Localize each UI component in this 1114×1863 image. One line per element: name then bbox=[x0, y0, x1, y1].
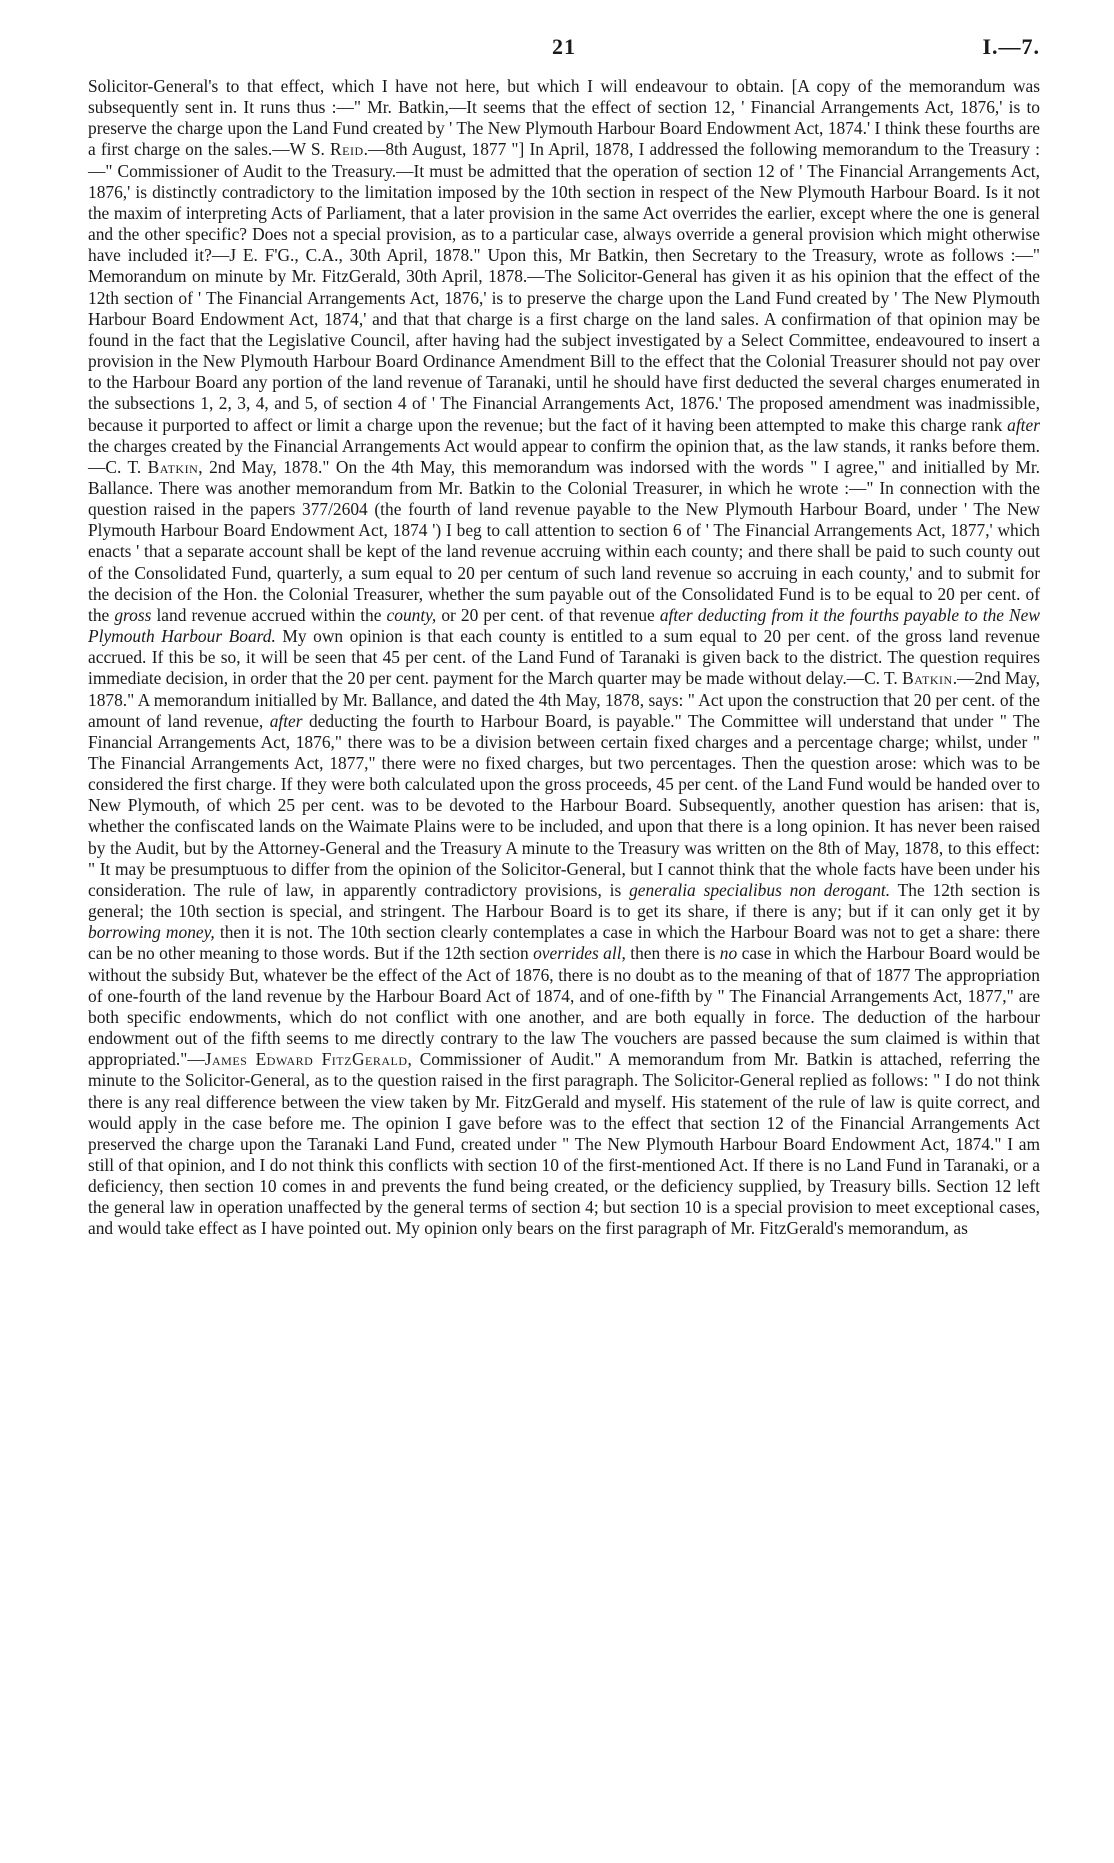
signature-name: James Edward FitzGerald bbox=[204, 1049, 408, 1070]
text-run: , 2nd May, 1878." On the 4th May, this memorandum was indorsed with the words " I agree," and initialled by Mr. Ballance. There was another memorandum from Mr. Batkin to the Colonial Treasurer, in which he wrote :—" In connection with the question raised in the papers 377/2604 (the fourth of land revenue payable to the New Plymouth Harbour Board, under ' The New Plymouth Harbour Board Endowment Act, 1874 ') I beg to call attention to section 6 of ' The Financial Arrangements Act, 1877,' which enacts ' that a separate account shall be kept of the land revenue accruing within each county; and there shall be paid to such county out of the Consolidated Fund, quarterly, a sum equal to 20 per centum of such land revenue so accruing in each county,' and to submit for the decision of the Hon. the Colonial Treasurer, whether the sum payable out of the Consolidated Fund is to be equal to 20 per cent. of the bbox=[88, 456, 1041, 625]
signature-name: Batkin bbox=[902, 668, 953, 689]
emphasis: borrowing money, bbox=[88, 922, 215, 943]
text-run: then it is not. The 10th section clearly contemplates a case in which the Harbour Board was not to get a share: there can be no other meaning to those words. But if the 12th section bbox=[88, 922, 1040, 964]
text-run: Solicitor-General's to that effect, which I have not here, but which I will endeavour to obtain. [A copy of the memorandum was subsequently sent in. It runs thus :—" Mr. Batkin,—It seems that the effect of section 12, ' Financial Arrangements Act, 1876,' is to preserve the charge upon the Land Fund created by ' The New Plymouth Harbour Board Endowment Act, 1874.' I think these fourths are a first charge on the sales.—W S. bbox=[88, 76, 1040, 160]
text-run: .—2nd May, 1878." A memorandum initialled by Mr. Ballance, and dated the 4th May, 1878, says: " Act upon the construction that 20 per cent. of the amount of land revenue, bbox=[88, 668, 1040, 731]
emphasis: county, bbox=[386, 604, 437, 625]
emphasis: gross bbox=[114, 604, 152, 625]
signature-name: Reid bbox=[330, 139, 364, 160]
text-run: .—8th August, 1877 "] In April, 1878, I addressed the following memorandum to the Treasury :—" Commissioner of Audit to the Treasury.—It must be admitted that the operation of section 12 of ' The Financial Arrangements Act, 1876,' is distinctly contradictory to the limitation imposed by the 10th section in respect of the New Plymouth Harbour Board. Is it not the maxim of interpreting Acts of Parliament, that a later provision in the same Act overrides the earlier, except where the one is general and the other specific? Does not a special provision, as to a particular case, always override a general provision which might otherwise have included it?—J E. F'G., C.A., 30th April, 1878." Upon this, Mr Batkin, then Secretary to the Treasury, wrote as follows :—" Memorandum on minute by Mr. FitzGerald, 30th April, 1878.—The Solicitor-General has given it as his opinion that the effect of the 12th section of ' The Financial Arrangements Act, 1876,' is to preserve the charge upon the Land Fund created by ' The New Plymouth Harbour Board Endowment Act, 1874,' and that that charge is a first charge on the land sales. A confirmation of that opinion may be found in the fact that the Legislative Council, after having had the subject investigated by a Select Committee, endeavoured to insert a provision in the New Plymouth Harbour Board Ordinance Amendment Bill to the effect that the Colonial Treasurer should not pay over to the Harbour Board any portion of the land revenue of Taranaki, until he should have first deducted the several charges enumerated in the subsections 1, 2, 3, 4, and 5, of section 4 of ' The Financial Arrangements Act, 1876.' The proposed amendment was inadmissible, because it purported to affect or limit a charge upon the revenue; but the fact of it having been attempted to make this charge rank bbox=[88, 139, 1040, 435]
paragraph bbox=[88, 76, 1040, 1240]
text-run: then there is bbox=[630, 943, 716, 964]
text-run: , Commissioner of Audit." A memorandum from Mr. Batkin is attached, referring the minute to the Solicitor-General, as to the question raised in the first paragraph. The Solicitor-General replied as follows: " I do not think there is any real difference between the view taken by Mr. FitzGerald and myself. His statement of the rule of law is quite correct, and would apply in the case before me. The opinion I gave before was to the effect that section 12 of the Financial Arrangements Act preserved the charge upon the Taranaki Land Fund, created under " The New Plymouth Harbour Board Endowment Act, 1874." I am still of that opinion, and I do not think this conflicts with section 10 of the first-mentioned Act. If there is no Land Fund in Taranaki, or a deficiency, then section 10 comes in and prevents the fund being created, or the deficiency supplied, by Treasury bills. Section 12 left the general law in operation unaffected by the general terms of section 4; but section 10 is a special provision to meet exceptional cases, and would take effect as I have pointed out. My opinion only bears on the first paragraph of Mr. FitzGerald's memorandum, as bbox=[88, 1049, 1040, 1239]
text-run: the charges created by the Financial Arrangements Act would appear to confirm the opinion that, as the law stands, it ranks before them.—C. T. bbox=[88, 435, 1040, 477]
text-run: land revenue accrued within the bbox=[156, 604, 382, 625]
text-run: My own opinion is that each county is entitled to a sum equal to 20 per cent. of the gross land revenue accrued. If this be so, it will be seen that 45 per cent. of the Land Fund of Taranaki is given back to the district. The question requires immediate decision, in order that the 20 per cent. payment for the March quarter may be made without delay.—C. T. bbox=[88, 626, 1040, 689]
text-run: The 12th section is general; the 10th section is special, and stringent. The Harbour Board is to get its share, if there is any; but if it can only get it by bbox=[88, 879, 1040, 922]
document-page bbox=[88, 30, 1040, 1240]
emphasis: after bbox=[1007, 414, 1040, 435]
emphasis: after deducting from it the fourths payable to the New Plymouth Harbour Board. bbox=[88, 604, 1040, 647]
text-run: deducting the fourth to Harbour Board, is payable." The Committee will understand that under " The Financial Arrangements Act, 1876," there was to be a division between certain fixed charges and a percentage charge; whilst, under " The Financial Arrangements Act, 1877," there were no fixed charges, but two percentages. Then the question arose: which was to be considered the first charge. If they were both calculated upon the gross proceeds, 45 per cent. of the Land Fund would be handed over to New Plymouth, of which 25 per cent. was to be devoted to the Harbour Board. Subsequently, another question has arisen: that is, whether the confiscated lands on the Waimate Plains were to be included, and upon that there is a long opinion. It has never been raised by the Audit, but by the Attorney-General and the Treasury A minute to the Treasury was written on the 8th of May, 1878, to this effect: " It may be presumptuous to differ from the opinion of the Solicitor-General, but I cannot think that the whole facts have been under his consideration. The rule of law, in apparently contradictory provisions, is bbox=[88, 710, 1040, 900]
text-run: case in which the Harbour Board would be without the subsidy But, whatever be the effect of the Act of 1876, there is no doubt as to the meaning of that of 1877 The appropriation of one-fourth of the land revenue by the Harbour Board Act of 1874, and of one-fifth by " The Financial Arrangements Act, 1877," are both specific endowments, which do not conflict with one another, and are both equally in force. The deduction of the harbour endowment out of the fifth seems to me directly contrary to the law The vouchers are passed because the sum claimed is within that appropriated."— bbox=[88, 943, 1040, 1070]
emphasis: overrides all, bbox=[533, 943, 626, 964]
page-number: 21 bbox=[552, 34, 576, 59]
latin-phrase: generalia specialibus non derogant. bbox=[629, 879, 891, 900]
document-reference: I.—7. bbox=[982, 34, 1040, 59]
text-run: or 20 per cent. of that revenue bbox=[441, 604, 655, 625]
emphasis: no bbox=[719, 943, 738, 964]
emphasis: after bbox=[269, 710, 303, 731]
body-text bbox=[88, 76, 1040, 1240]
signature-name: Batkin bbox=[147, 456, 199, 477]
page-header bbox=[88, 30, 1040, 70]
